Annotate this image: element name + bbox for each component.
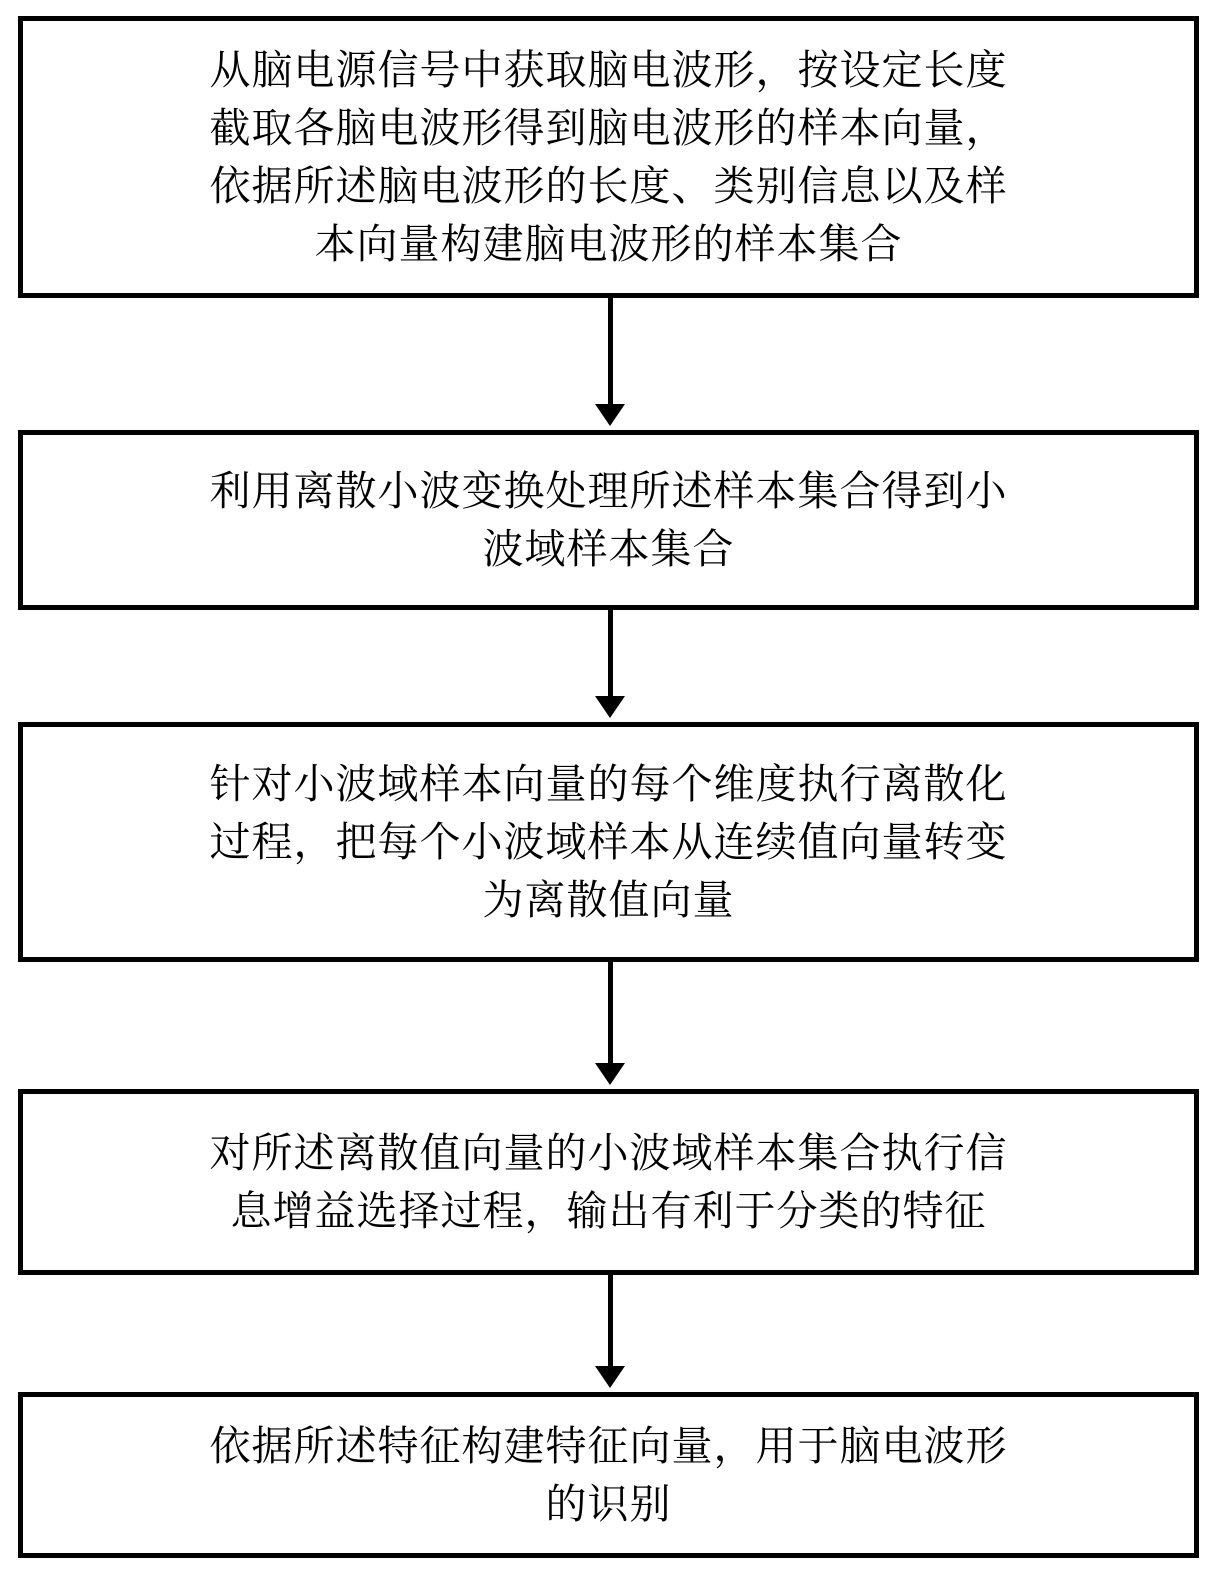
- flowchart-step-2-label: 利用离散小波变换处理所述样本集合得到小 波域样本集合: [209, 467, 1008, 572]
- connector-step4-step5: [608, 1275, 613, 1370]
- arrowhead-step1-step2: [595, 404, 625, 426]
- connector-step1-step2: [608, 298, 613, 408]
- flowchart-step-3: [18, 722, 1199, 962]
- flowchart-step-1-label: 从脑电源信号中获取脑电波形，按设定长度 截取各脑电波形得到脑电波形的样本向量， 依据所述脑电波形的长度、类别信息以及样 本向量构建脑电波形的样本集合: [209, 46, 1008, 268]
- arrowhead-step3-step4: [595, 1063, 625, 1085]
- arrowhead-step2-step3: [595, 696, 625, 718]
- flowchart-step-3-label: 针对小波域样本向量的每个维度执行离散化 过程，把每个小波域样本从连续值向量转变 为离散值向量: [209, 760, 1008, 924]
- connector-step2-step3: [608, 610, 613, 700]
- flowchart-step-4-label: 对所述离散值向量的小波域样本集合执行信 息增益选择过程，输出有利于分类的特征: [209, 1129, 1008, 1234]
- arrowhead-step4-step5: [595, 1366, 625, 1388]
- flowchart-step-1: [18, 16, 1199, 298]
- flowchart-step-2: [18, 430, 1199, 610]
- flowchart-step-5-label: 依据所述特征构建特征向量，用于脑电波形 的识别: [209, 1422, 1008, 1527]
- connector-step3-step4: [608, 962, 613, 1067]
- flowchart-step-4: [18, 1089, 1199, 1275]
- flowchart-step-5: [18, 1392, 1199, 1558]
